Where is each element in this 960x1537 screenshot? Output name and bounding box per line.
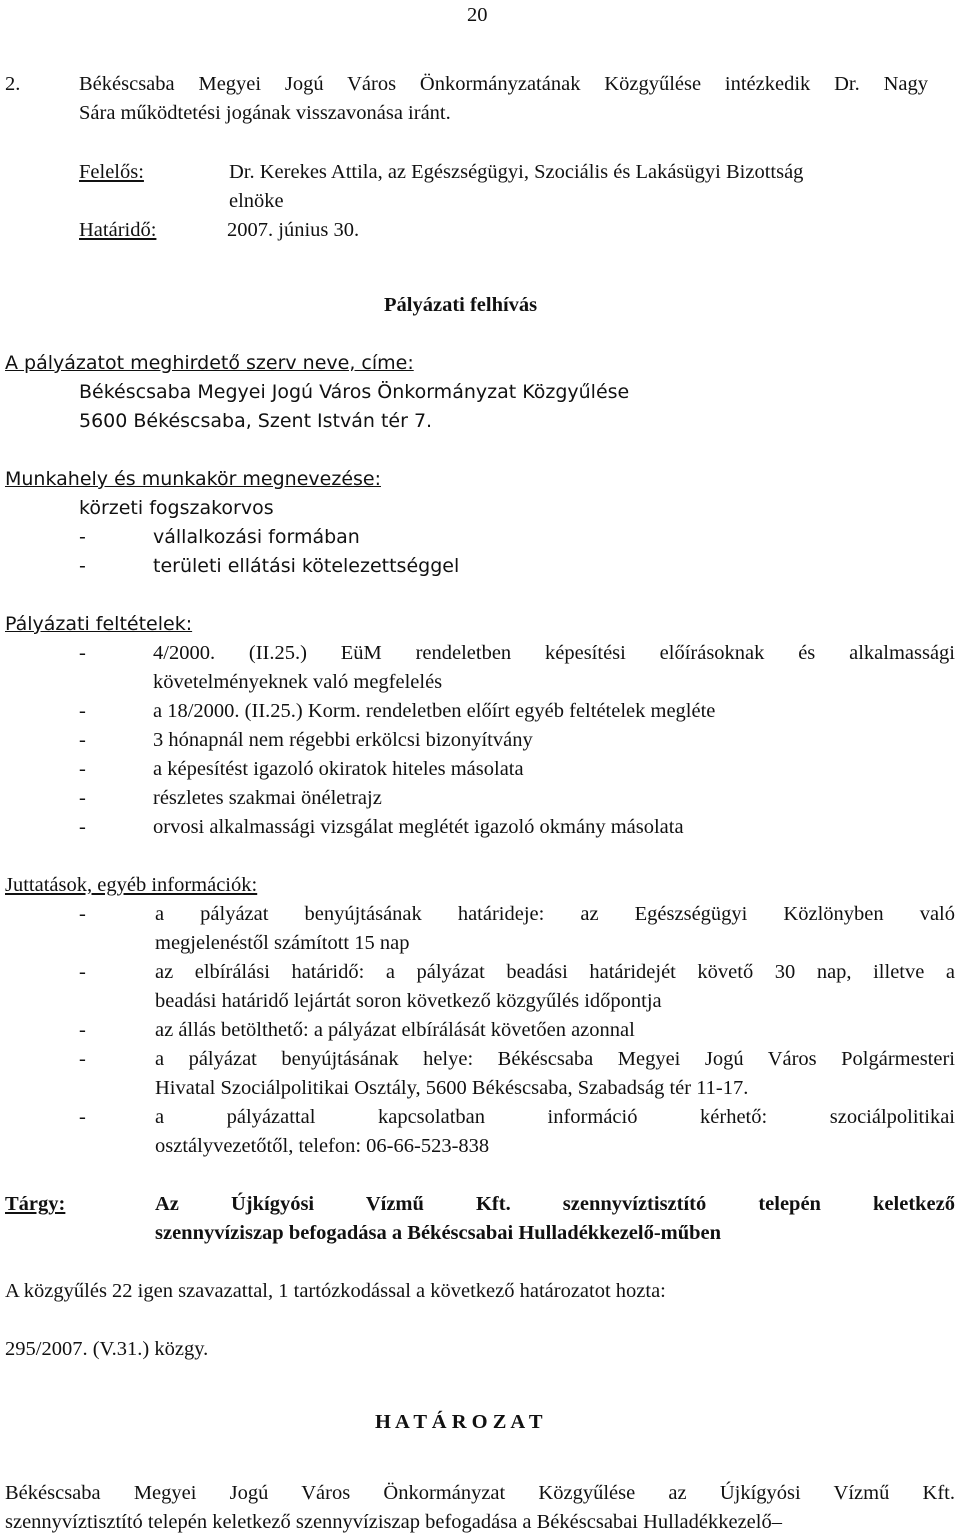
hatarido-label: Határidő: (79, 219, 157, 241)
final-line2: szennyvíztisztító telepén keletkező szennyvíziszap befogadása a Békéscsabai Hulladékkezelő– (5, 1511, 782, 1533)
benefit-item: az állás betölthető: a pályázat elbírálását követően azonnal (155, 1019, 635, 1041)
condition-item: 3 hónapnál nem régebbi erkölcsi bizonyítvány (153, 729, 533, 751)
list-dash: - (79, 1019, 86, 1041)
org-address: 5600 Békéscsaba, Szent István tér 7. (79, 410, 433, 432)
job-item: területi ellátási kötelezettséggel (153, 555, 460, 577)
page-number: 20 (467, 4, 488, 26)
felelos-value-line2: elnöke (229, 190, 284, 212)
condition-item-line1: 4/2000. (II.25.) EüM rendeletben képesítési előírásoknak és alkalmassági (153, 642, 955, 664)
item-text-line2: Sára működtetési jogának visszavonása iránt. (79, 102, 451, 124)
list-dash: - (79, 1106, 86, 1128)
list-dash: - (79, 555, 86, 577)
palyazat-title: Pályázati felhívás (384, 294, 538, 316)
targy-line2: szennyvíziszap befogadása a Békéscsabai Hulladékkezelő-műben (155, 1222, 722, 1244)
list-dash: - (79, 787, 86, 809)
condition-item-line2: követelményeknek való megfelelés (153, 671, 443, 693)
item-text-line1: Békéscsaba Megyei Jogú Város Önkormányzatának Közgyűlése intézkedik Dr. Nagy (79, 73, 928, 95)
benefit-item-line2: Hivatal Szociálpolitikai Osztály, 5600 Békéscsaba, Szabadság tér 11-17. (155, 1077, 749, 1099)
targy-label: Tárgy: (5, 1193, 66, 1215)
item-number: 2. (5, 73, 21, 95)
benefit-item-line1: a pályázattal kapcsolatban információ kérhető: szociálpolitikai (155, 1106, 955, 1128)
benefit-item-line1: a pályázat benyújtásának határideje: az Egészségügyi Közlönyben való (155, 903, 955, 925)
hatarido-value: 2007. június 30. (227, 219, 360, 241)
job-item: vállalkozási formában (153, 526, 360, 548)
condition-item: orvosi alkalmassági vizsgálat meglétét igazoló okmány másolata (153, 816, 684, 838)
condition-item: a képesítést igazoló okiratok hiteles másolata (153, 758, 524, 780)
conditions-heading: Pályázati feltételek: (5, 613, 193, 635)
benefit-item-line1: a pályázat benyújtásának helye: Békéscsaba Megyei Jogú Város Polgármesteri (155, 1048, 955, 1070)
job-name: körzeti fogszakorvos (79, 497, 274, 519)
list-dash: - (79, 700, 86, 722)
benefits-heading: Juttatások, egyéb információk: (5, 874, 258, 896)
benefit-item-line2: beadási határidő lejártát soron következő közgyűlés időpontja (155, 990, 662, 1012)
felelos-label: Felelős: (79, 161, 144, 183)
org-heading: A pályázatot meghirdető szerv neve, címe: (5, 352, 414, 374)
felelos-value-line1: Dr. Kerekes Attila, az Egészségügyi, Szociális és Lakásügyi Bizottság (229, 161, 804, 183)
list-dash: - (79, 642, 86, 664)
list-dash: - (79, 816, 86, 838)
list-dash: - (79, 758, 86, 780)
benefit-item-line2: megjelenéstől számított 15 nap (155, 932, 410, 954)
hatarozat-title: H A T Á R O Z A T (375, 1411, 543, 1433)
org-name: Békéscsaba Megyei Jogú Város Önkormányzat Közgyűlése (79, 381, 630, 403)
vote-text: A közgyűlés 22 igen szavazattal, 1 tartózkodással a következő határozatot hozta: (5, 1280, 666, 1302)
condition-item: a 18/2000. (II.25.) Korm. rendeletben előírt egyéb feltételek megléte (153, 700, 716, 722)
job-heading: Munkahely és munkakör megnevezése: (5, 468, 381, 490)
list-dash: - (79, 903, 86, 925)
targy-line1: Az Újkígyósi Vízmű Kft. szennyvíztisztító telepén keletkező (155, 1193, 955, 1215)
list-dash: - (79, 729, 86, 751)
list-dash: - (79, 1048, 86, 1070)
condition-item: részletes szakmai önéletrajz (153, 787, 382, 809)
benefit-item-line1: az elbírálási határidő: a pályázat beadási határidejét követő 30 nap, illetve a (155, 961, 955, 983)
list-dash: - (79, 961, 86, 983)
list-dash: - (79, 526, 86, 548)
final-line1: Békéscsaba Megyei Jogú Város Önkormányzat Közgyűlése az Újkígyósi Vízmű Kft. (5, 1482, 955, 1504)
resolution-number: 295/2007. (V.31.) közgy. (5, 1338, 209, 1360)
benefit-item-line2: osztályvezetőtől, telefon: 06-66-523-838 (155, 1135, 490, 1157)
